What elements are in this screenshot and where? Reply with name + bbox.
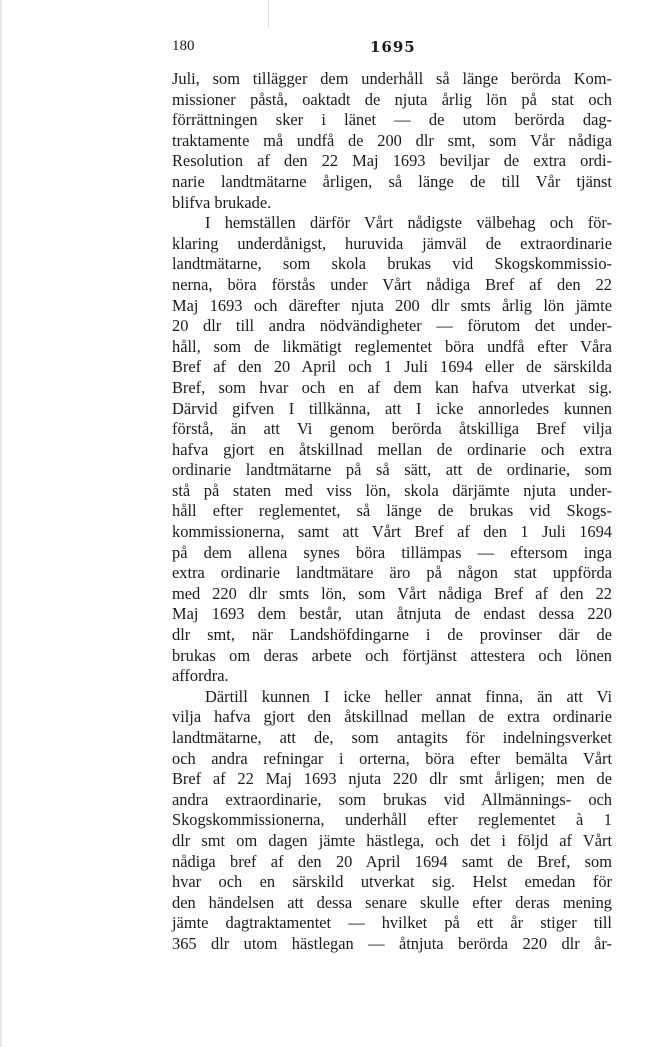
text-line: Juli, som tillägger dem underhåll så länge berörda Kom-	[172, 69, 612, 88]
text-line: hvar och en särskild utverkat sig. Helst emedan för	[172, 872, 612, 892]
running-title: 1695	[370, 38, 416, 56]
scan-artifact-line	[268, 0, 269, 28]
text-line: med 220 dlr smts lön, som Vårt nådiga Bref af den 22	[172, 583, 612, 603]
text-line: extra ordinarie landtmätare äro på någon stat uppförda	[172, 563, 612, 583]
text-line: klaring underdånigst, huruvida jämväl de extraordinarie	[172, 233, 612, 253]
text-line: håll efter reglementet, så länge de brukas vid Skogs-	[172, 501, 612, 521]
text-line: traktamente må undfå de 200 dlr smt, som Vår nådiga	[172, 130, 612, 150]
text-line: Skogskommissionerna, underhåll efter reglementet à 1	[172, 810, 612, 830]
text-line: vilja hafva gjort den åtskillnad mellan de extra ordinarie	[172, 707, 612, 727]
paragraph	[172, 687, 612, 955]
text-line: blifva brukade.	[172, 192, 272, 212]
text-line: Maj 1693 och därefter njuta 200 dlr smts årlig lön jämte	[172, 295, 612, 315]
text-line: Bref, som hvar och en af dem kan hafva utverkat sig.	[172, 377, 612, 397]
text-line: 20 dlr till andra nödvändigheter — förutom det under-	[172, 316, 612, 336]
text-line: hafva gjort en åtskillnad mellan de ordinarie och extra	[172, 439, 612, 459]
text-line: affordra.	[172, 666, 229, 686]
text-line: dlr smt om dagen jämte hästlega, och det i följd af Vårt	[172, 830, 612, 850]
text-line: Därvid gifven I tillkänna, att I icke annorledes kunnen	[172, 398, 612, 418]
paragraph	[172, 69, 612, 213]
text-line: Bref af den 20 April och 1 Juli 1694 eller de särskilda	[172, 357, 612, 377]
paragraph	[172, 213, 612, 687]
text-line: ordinarie landtmätarne på så sätt, att de ordinarie, som	[172, 460, 612, 480]
text-line: jämte dagtraktamentet — hvilket på ett år stiger till	[172, 913, 612, 933]
text-line: Därtill kunnen I icke heller annat finna, än att Vi	[205, 686, 612, 706]
text-line: landtmätarne, att de, som antagits för indelningsverket	[172, 728, 612, 747]
text-line: landtmätarne, som skola brukas vid Skogskommissio-	[172, 254, 612, 274]
text-line: stå på staten med viss lön, skola därjämte njuta under-	[172, 480, 612, 500]
text-line: Resolution af den 22 Maj 1693 beviljar de extra ordi-	[172, 151, 612, 171]
text-line: narie landtmätarne årligen, så länge de till Vår tjänst	[172, 171, 612, 191]
text-line: 365 dlr utom hästlegan — åtnjuta berörda 220 dlr år-	[172, 933, 612, 953]
text-line: Maj 1693 dem består, utan åtnjuta de endast dessa 220	[172, 604, 612, 624]
text-line: andra extraordinarie, som brukas vid Allmännings- och	[172, 789, 612, 809]
text-line: och andra refningar i orterna, böra efter bemälta Vårt	[172, 748, 612, 768]
scan-edge-shadow	[0, 0, 2, 1047]
text-line: Bref af 22 Maj 1693 njuta 220 dlr smt årligen; men de	[172, 769, 612, 789]
text-line: förrättningen sker i länet — de utom berörda dag-	[172, 110, 612, 130]
running-header	[172, 38, 612, 60]
text-line: på dem allena synes böra tillämpas — eftersom inga	[172, 542, 612, 562]
text-line: nerna, böra förstås under Vårt nådiga Bref af den 22	[172, 274, 612, 294]
text-line: nådiga bref af den 20 April 1694 samt de Bref, som	[172, 851, 612, 871]
text-line: håll, som de likmätigt reglementet böra undfå efter Våra	[172, 336, 612, 356]
text-line: missioner påstå, oaktadt de njuta årlig lön på stat och	[172, 89, 612, 109]
text-line: brukas om deras arbete och förtjänst attestera och lönen	[172, 645, 612, 665]
text-line: dlr smt, när Landshöfdingarne i de provinser där de	[172, 625, 612, 645]
text-line: kommissionerna, samt att Vårt Bref af den 1 Juli 1694	[172, 522, 612, 542]
text-line: den händelsen att dessa senare skulle efter deras mening	[172, 892, 612, 912]
text-line: I hemställen därför Vårt nådigste välbehag och för-	[205, 213, 612, 233]
text-line: förstå, än att Vi genom berörda åtskilliga Bref vilja	[172, 419, 612, 439]
page-number: 180	[172, 38, 195, 54]
body-text	[172, 69, 612, 955]
